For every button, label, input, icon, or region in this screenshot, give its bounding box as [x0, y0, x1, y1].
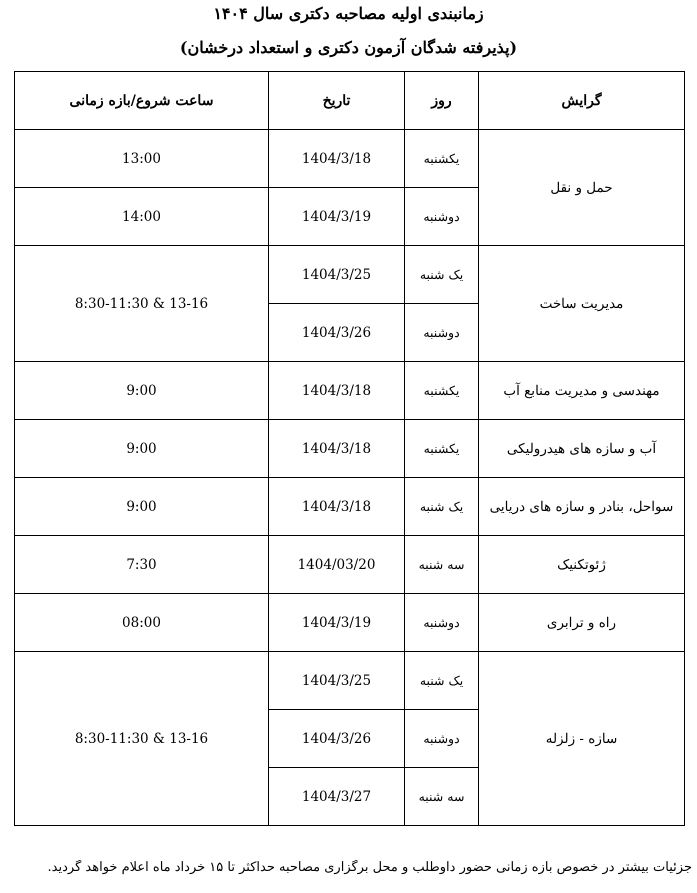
- day-cell: دوشنبه: [405, 710, 479, 768]
- table-row: [15, 536, 685, 594]
- day-cell: سه شنبه: [405, 768, 479, 826]
- header-day: روز: [405, 72, 479, 130]
- day-cell: یکشنبه: [405, 362, 479, 420]
- time-cell: 8:30-11:30 & 13-16: [15, 246, 269, 362]
- time-cell: 14:00: [15, 188, 269, 246]
- header-time: ساعت شروع/بازه زمانی: [15, 72, 269, 130]
- date-cell: 1404/3/19: [269, 594, 405, 652]
- date-cell: 1404/3/26: [269, 304, 405, 362]
- table-row: [15, 130, 685, 188]
- table-row: [15, 420, 685, 478]
- day-cell: یکشنبه: [405, 130, 479, 188]
- time-cell: 8:30-11:30 & 13-16: [15, 652, 269, 826]
- date-cell: 1404/3/25: [269, 652, 405, 710]
- time-cell: 9:00: [15, 420, 269, 478]
- date-cell: 1404/3/26: [269, 710, 405, 768]
- header-date: تاریخ: [269, 72, 405, 130]
- field-cell: سازه - زلزله: [479, 652, 685, 826]
- day-cell: دوشنبه: [405, 304, 479, 362]
- header-field: گرایش: [479, 72, 685, 130]
- field-cell: ژئوتکنیک: [479, 536, 685, 594]
- time-cell: 9:00: [15, 478, 269, 536]
- table-row: [15, 652, 685, 710]
- footnote: جزئیات بیشتر در خصوص بازه زمانی حضور داوطلب و محل برگزاری مصاحبه حداکثر تا ۱۵ خرداد ماه اعلام خواهد گردید.: [47, 860, 692, 875]
- date-cell: 1404/3/19: [269, 188, 405, 246]
- page-subtitle: (پذیرفته شدگان آزمون دکتری و استعداد درخشان): [179, 38, 518, 57]
- date-cell: 1404/3/25: [269, 246, 405, 304]
- date-cell: 1404/3/18: [269, 130, 405, 188]
- date-cell: 1404/3/18: [269, 420, 405, 478]
- field-cell: راه و ترابری: [479, 594, 685, 652]
- field-cell: سواحل، بنادر و سازه های دریایی: [479, 478, 685, 536]
- day-cell: سه شنبه: [405, 536, 479, 594]
- day-cell: یک شنبه: [405, 478, 479, 536]
- schedule-table: [14, 71, 685, 826]
- day-cell: یک شنبه: [405, 246, 479, 304]
- date-cell: 1404/03/20: [269, 536, 405, 594]
- time-cell: 9:00: [15, 362, 269, 420]
- page-title: زمانبندی اولیه مصاحبه دکتری سال ۱۴۰۴: [213, 4, 484, 23]
- field-cell: آب و سازه های هیدرولیکی: [479, 420, 685, 478]
- time-cell: 7:30: [15, 536, 269, 594]
- day-cell: یک شنبه: [405, 652, 479, 710]
- table-row: [15, 362, 685, 420]
- day-cell: دوشنبه: [405, 594, 479, 652]
- time-cell: 13:00: [15, 130, 269, 188]
- table-row: [15, 594, 685, 652]
- date-cell: 1404/3/18: [269, 478, 405, 536]
- table-header-row: [15, 72, 685, 130]
- date-cell: 1404/3/27: [269, 768, 405, 826]
- field-cell: مدیریت ساخت: [479, 246, 685, 362]
- field-cell: حمل و نقل: [479, 130, 685, 246]
- day-cell: دوشنبه: [405, 188, 479, 246]
- field-cell: مهندسی و مدیریت منابع آب: [479, 362, 685, 420]
- table-row: [15, 478, 685, 536]
- date-cell: 1404/3/18: [269, 362, 405, 420]
- day-cell: یکشنبه: [405, 420, 479, 478]
- time-cell: 08:00: [15, 594, 269, 652]
- table-row: [15, 246, 685, 304]
